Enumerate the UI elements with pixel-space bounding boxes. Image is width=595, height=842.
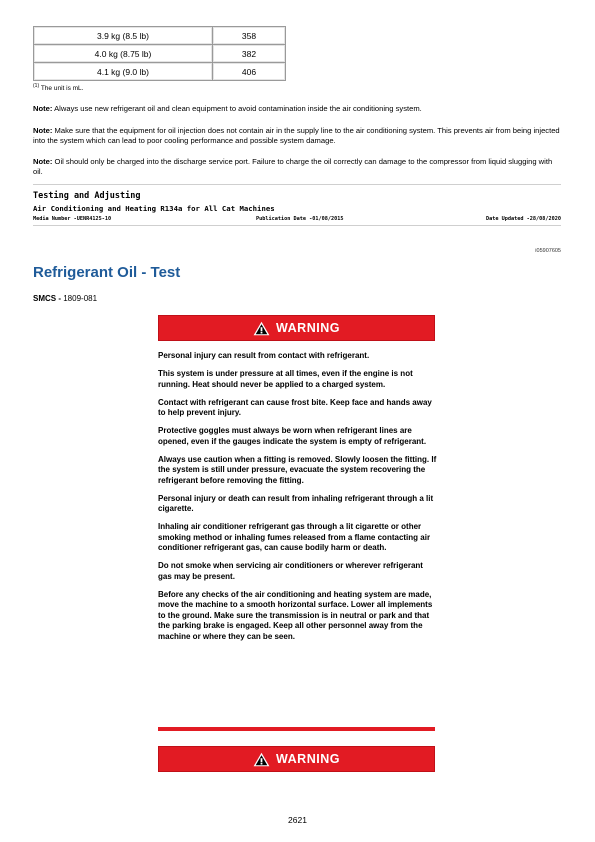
smcs-code — [33, 294, 97, 303]
table-cell: 406 — [213, 63, 286, 81]
table-footnote — [33, 83, 83, 92]
divider — [33, 225, 561, 226]
warning-paragraph: Before any checks of the air conditioning and heating system are made, move the machine to a smooth horizontal surface. Lower all implements to the ground. Make sure the transmission is in neutral or park and that the parking brake is engaged. Keep all other personnel away from the machine or where they can be seen. — [158, 589, 433, 641]
warning-paragraph: Do not smoke when servicing air conditioners or wherever refrigerant gas may be present. — [158, 561, 423, 581]
warning-end-rule — [158, 727, 435, 731]
image-id: i05907605 — [535, 248, 561, 254]
warning-triangle-icon — [253, 752, 270, 767]
table-row — [34, 63, 286, 81]
warning-label: WARNING — [276, 752, 340, 766]
note-label: Note: — [33, 157, 53, 166]
page-number: 2621 — [288, 815, 307, 825]
warning-paragraph: Always use caution when a fitting is removed. Slowly loosen the fitting. If the system is still under pressure, evacuate the system recovering the refrigerant before removing the fitting. — [158, 454, 437, 485]
note-text: Always use new refrigerant oil and clean equipment to avoid contamination inside the air conditioning system. — [54, 104, 422, 113]
divider — [33, 184, 561, 185]
publication-date: Publication Date -01/08/2015 — [256, 216, 344, 222]
table-row — [34, 27, 286, 45]
table-cell: 4.0 kg (8.75 lb) — [34, 45, 213, 63]
warning-paragraph: This system is under pressure at all times, even if the engine is not running. Heat should never be applied to a charged system. — [158, 369, 413, 389]
warning-paragraph: Personal injury or death can result from inhaling refrigerant through a lit cigarette. — [158, 493, 434, 513]
media-number: Media Number -UENR4125-10 — [33, 216, 112, 222]
warning-banner — [158, 315, 435, 341]
note-text: Oil should only be charged into the discharge service port. Failure to charge the oil correctly can damage to the compressor from liquid slugging with oil. — [33, 157, 553, 176]
smcs-value: 1809-081 — [63, 294, 98, 303]
note-paragraph — [33, 104, 561, 114]
warning-paragraph: Inhaling air conditioner refrigerant gas through a lit cigarette or other smoking method or inhaling fumes released from a flame contacting air conditioner refrigerant gas, can cause bodily harm or death. — [158, 522, 431, 552]
smcs-label: SMCS - — [33, 294, 61, 303]
warning-paragraph: Protective goggles must always be worn when refrigerant lines are opened, even if the gauges indicate the system is empty of refrigerant. — [158, 426, 427, 446]
warning-paragraph: Contact with refrigerant can cause frost bite. Keep face and hands away to help prevent injury. — [158, 397, 432, 417]
table-cell: 358 — [213, 27, 286, 45]
document-subtitle: Air Conditioning and Heating R134a for All Cat Machines — [33, 204, 275, 213]
table-cell: 382 — [213, 45, 286, 63]
note-paragraph — [33, 157, 561, 177]
document-title: Testing and Adjusting — [33, 191, 141, 201]
date-updated: Date Updated -28/08/2020 — [486, 216, 561, 222]
note-paragraph — [33, 126, 561, 146]
footnote-text: The unit is mL. — [40, 85, 84, 93]
note-label: Note: — [33, 104, 53, 113]
note-text: Make sure that the equipment for oil injection does not contain air in the supply line to the air conditioning system. This prevents air from being injected into the system which can lead to poor cooling performance and possible system damage. — [33, 126, 560, 145]
warning-paragraph: Personal injury can result from contact with refrigerant. — [158, 351, 370, 360]
page-title: Refrigerant Oil - Test — [33, 264, 181, 281]
table-cell: 3.9 kg (8.5 lb) — [34, 27, 213, 45]
warning-triangle-icon — [253, 321, 270, 336]
table-row — [34, 45, 286, 63]
oil-quantity-table — [33, 26, 286, 81]
table-cell: 4.1 kg (9.0 lb) — [34, 63, 213, 81]
note-label: Note: — [33, 126, 53, 135]
footnote-marker: (1) — [33, 83, 40, 89]
warning-body — [158, 351, 438, 650]
warning-label: WARNING — [276, 321, 340, 335]
warning-banner — [158, 746, 435, 772]
